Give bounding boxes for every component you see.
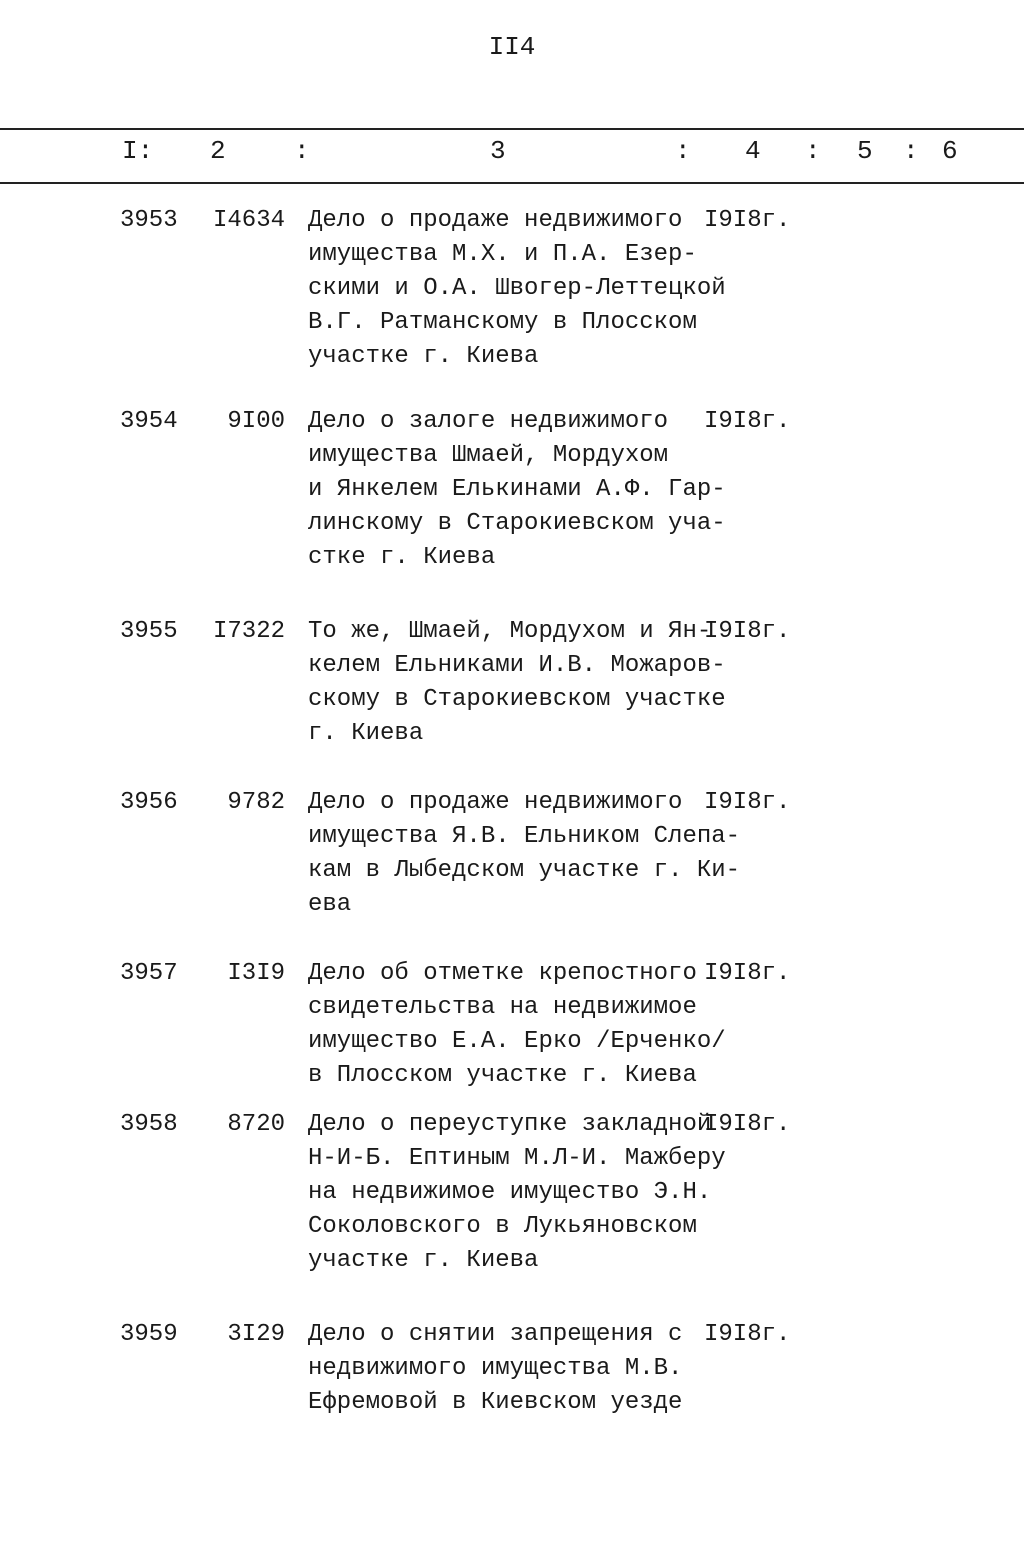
entry-number: 3953 — [120, 207, 178, 234]
description-line: имущество Е.А. Ерко /Ерченко/ — [308, 1028, 726, 1055]
description-line: скими и О.А. Швогер-Леттецкой — [308, 275, 726, 302]
entry-description — [308, 1108, 726, 1278]
description-line: кам в Лыбедском участке г. Ки- — [308, 857, 741, 884]
header-col-3: 3 — [490, 136, 506, 166]
description-line: Дело о переуступке закладной — [308, 1111, 712, 1138]
header-separator: : — [675, 136, 691, 166]
description-line: келем Ельниками И.В. Можаров- — [308, 652, 726, 679]
entry-description — [308, 957, 726, 1093]
case-number: 9I00 — [227, 408, 285, 435]
description-line: ева — [308, 891, 352, 918]
entry-description — [308, 786, 740, 922]
entry-number: 3955 — [120, 618, 178, 645]
entry-date: I9I8г. — [704, 408, 791, 435]
description-line: имущества Я.В. Ельником Слепа- — [308, 823, 741, 850]
description-line: имущества Шмаей, Мордухом — [308, 442, 669, 469]
header-col-4: 4 — [745, 136, 761, 166]
entry-description — [308, 615, 726, 751]
description-line: скому в Старокиевском участке — [308, 686, 726, 713]
description-line: Дело об отметке крепостного — [308, 960, 697, 987]
entry-description — [308, 405, 726, 575]
case-number: I3I9 — [227, 960, 285, 987]
description-line: стке г. Киева — [308, 544, 496, 571]
description-line: То же, Шмаей, Мордухом и Ян- — [308, 618, 712, 645]
header-col-2: 2 — [210, 136, 226, 166]
entry-description — [308, 1318, 682, 1420]
case-number: 3I29 — [227, 1321, 285, 1348]
description-line: В.Г. Ратманскому в Плосском — [308, 309, 697, 336]
description-line: имущества М.Х. и П.А. Езер- — [308, 241, 697, 268]
entry-date: I9I8г. — [704, 1321, 791, 1348]
description-line: и Янкелем Елькинами А.Ф. Гар- — [308, 476, 726, 503]
header-separator: : — [805, 136, 821, 166]
entry-date: I9I8г. — [704, 960, 791, 987]
entry-date: I9I8г. — [704, 1111, 791, 1138]
entry-date: I9I8г. — [704, 789, 791, 816]
description-line: свидетельства на недвижимое — [308, 994, 697, 1021]
description-line: Соколовского в Лукьяновском — [308, 1213, 697, 1240]
header-col-5: 5 — [857, 136, 873, 166]
page-number: II4 — [488, 32, 536, 62]
header-col-6: 6 — [942, 136, 958, 166]
case-number: 9782 — [227, 789, 285, 816]
description-line: участке г. Киева — [308, 1247, 539, 1274]
entry-number: 3958 — [120, 1111, 178, 1138]
header-rule-top — [0, 128, 1024, 130]
entry-date: I9I8г. — [704, 618, 791, 645]
description-line: Н-И-Б. Ептиным М.Л-И. Мажберу — [308, 1145, 726, 1172]
description-line: Дело о снятии запрещения с — [308, 1321, 683, 1348]
description-line: линскому в Старокиевском уча- — [308, 510, 726, 537]
header-col-1: I: — [122, 136, 154, 166]
case-number: I7322 — [212, 618, 285, 645]
entry-number: 3959 — [120, 1321, 178, 1348]
description-line: недвижимого имущества М.В. — [308, 1355, 683, 1382]
entry-number: 3957 — [120, 960, 178, 987]
header-rule-bottom — [0, 182, 1024, 184]
description-line: Дело о продаже недвижимого — [308, 789, 683, 816]
description-line: Дело о залоге недвижимого — [308, 408, 669, 435]
case-number: I4634 — [212, 207, 285, 234]
header-separator: : — [903, 136, 919, 166]
description-line: Ефремовой в Киевском уезде — [308, 1389, 683, 1416]
description-line: на недвижимое имущество Э.Н. — [308, 1179, 712, 1206]
description-line: Дело о продаже недвижимого — [308, 207, 683, 234]
description-line: г. Киева — [308, 720, 424, 747]
description-line: участке г. Киева — [308, 343, 539, 370]
description-line: в Плосском участке г. Киева — [308, 1062, 697, 1089]
entry-number: 3954 — [120, 408, 178, 435]
entry-date: I9I8г. — [704, 207, 791, 234]
entry-number: 3956 — [120, 789, 178, 816]
header-separator: : — [294, 136, 310, 166]
entry-description — [308, 204, 726, 374]
case-number: 8720 — [227, 1111, 285, 1138]
